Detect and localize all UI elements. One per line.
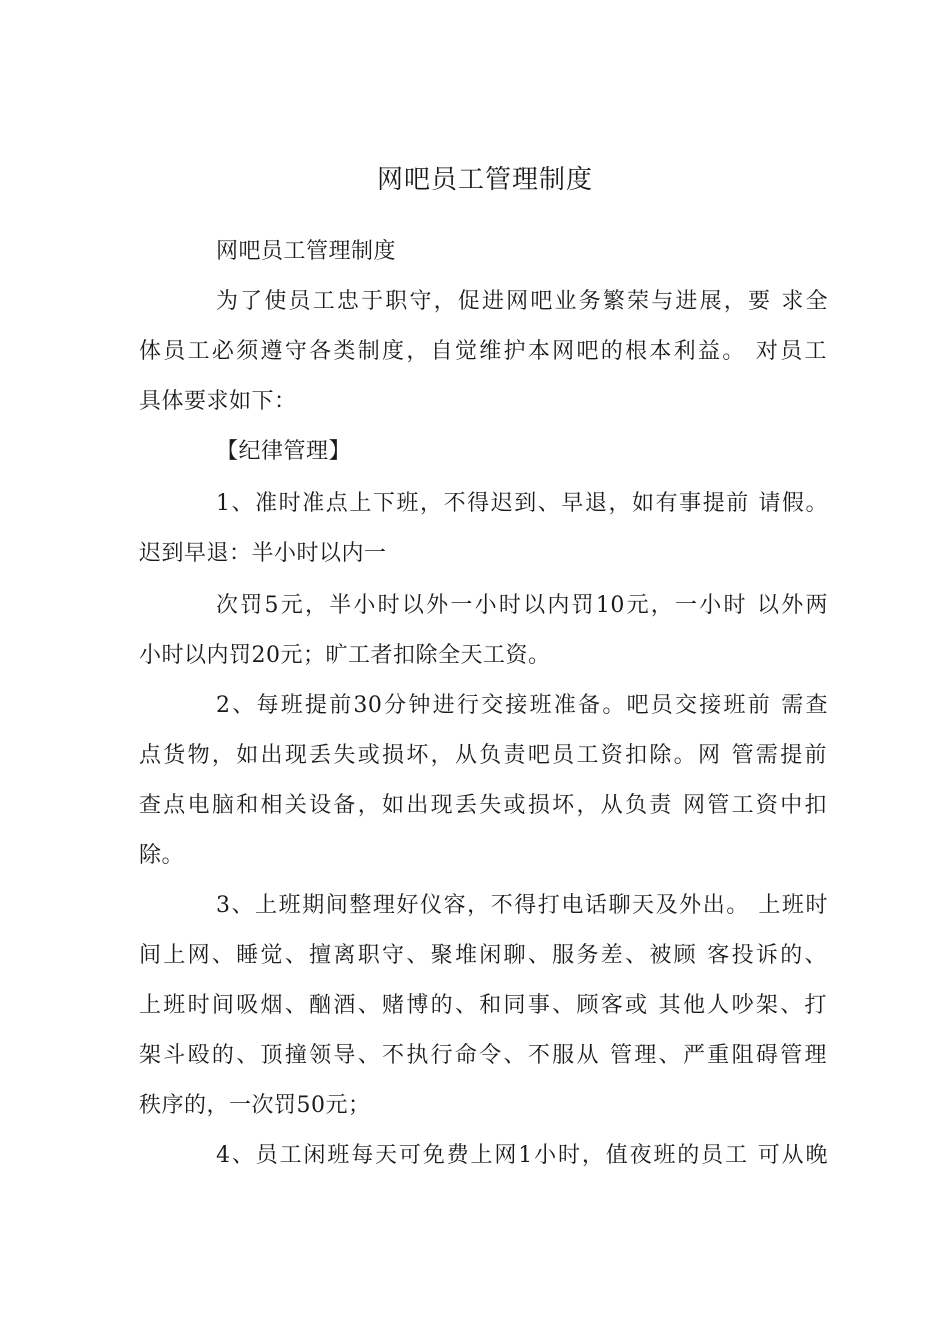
paragraph-line: 间上网、睡觉、擅离职守、聚堆闲聊、服务差、被顾 客投诉的、 bbox=[139, 943, 827, 968]
paragraph-line: 秩序的，一次罚50元； bbox=[139, 1093, 371, 1118]
paragraph-line: 查点电脑和相关设备，如出现丢失或损坏，从负责 网管工资中扣 bbox=[139, 793, 827, 818]
document-title: 网吧员工管理制度 bbox=[376, 165, 593, 195]
paragraph-line: 小时以内罚20元；旷工者扣除全天工资。 bbox=[139, 643, 551, 668]
paragraph-line: 点货物，如出现丢失或损坏，从负责吧员工资扣除。网 管需提前 bbox=[139, 743, 827, 768]
section-heading: 【纪律管理】 bbox=[216, 439, 352, 464]
paragraph-line: 次罚5元，半小时以外一小时以内罚10元，一小时 以外两 bbox=[216, 593, 828, 618]
paragraph-line: 体员工必须遵守各类制度，自觉维护本网吧的根本利益。 对员工 bbox=[139, 339, 827, 364]
paragraph-line: 2、每班提前30分钟进行交接班准备。吧员交接班前 需查 bbox=[216, 693, 828, 718]
paragraph-line: 3、上班期间整理好仪容，不得打电话聊天及外出。 上班时 bbox=[216, 893, 828, 918]
paragraph-line: 4、员工闲班每天可免费上网1小时，值夜班的员工 可从晚 bbox=[216, 1143, 828, 1168]
paragraph-line: 为了使员工忠于职守，促进网吧业务繁荣与进展，要 求全 bbox=[216, 289, 828, 314]
paragraph-line: 上班时间吸烟、酗酒、赌博的、和同事、顾客或 其他人吵架、打 bbox=[139, 993, 827, 1018]
paragraph-line: 具体要求如下： bbox=[139, 389, 297, 414]
paragraph-line: 迟到早退：半小时以内一 bbox=[139, 541, 387, 566]
paragraph-line: 1、准时准点上下班，不得迟到、早退，如有事提前 请假。 bbox=[216, 491, 828, 516]
paragraph-line: 除。 bbox=[139, 843, 185, 868]
subtitle-line: 网吧员工管理制度 bbox=[216, 239, 397, 264]
paragraph-line: 架斗殴的、顶撞领导、不执行命令、不服从 管理、严重阻碍管理 bbox=[139, 1043, 827, 1068]
